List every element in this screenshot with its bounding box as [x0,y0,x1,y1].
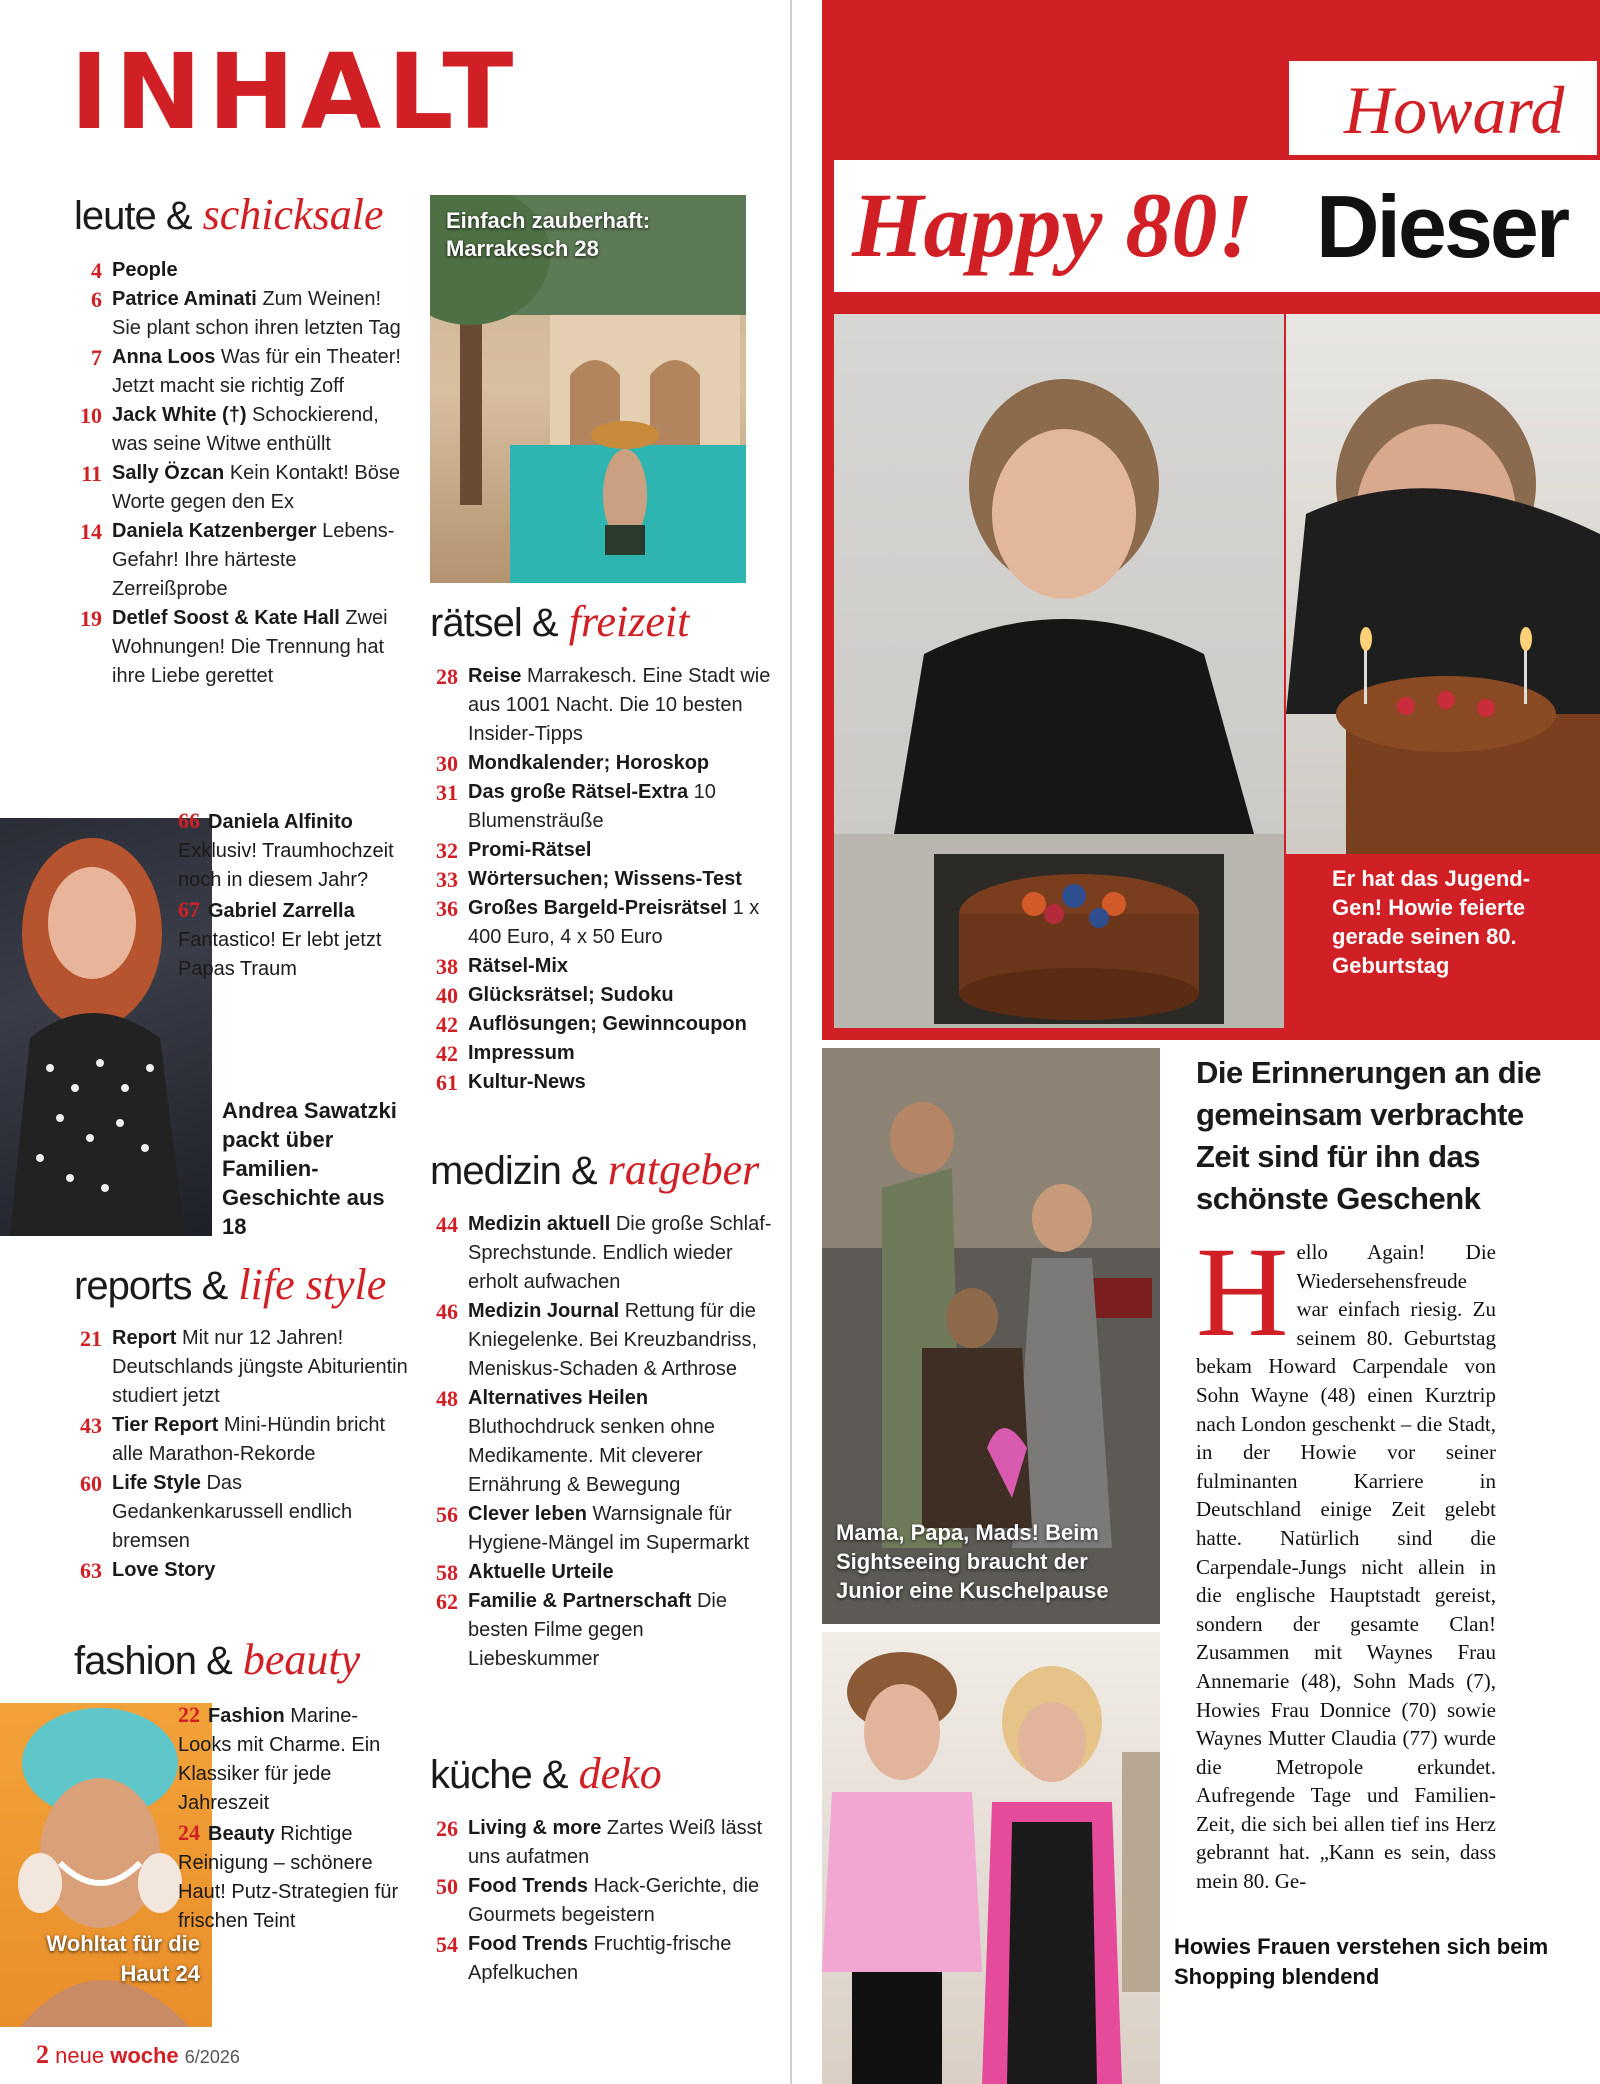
toc-page-number: 50 [436,1874,458,1899]
headline-box [834,160,1600,292]
toc-page-number: 30 [436,751,458,776]
toc-entry-description: Schockierend, was seine Witwe enthüllt [112,404,379,455]
toc-entry-description: 10 Blumensträuße [468,781,716,832]
toc-entry [70,459,410,517]
toc-entry-title: Report [112,1327,177,1349]
photo-howard-blowing-candles [1286,314,1600,854]
toc-page-number: 36 [436,896,458,921]
toc-entry-text [468,778,776,836]
toc-entry-description: Fantastico! Er lebt jetzt Papas Traum [178,929,382,980]
toc-entry [70,1324,410,1411]
magazine-name: neue [55,2043,105,2068]
toc-entry [426,1814,776,1872]
toc-entry-title: Auflösungen; Gewinncoupon [468,1013,747,1035]
toc-page-number: 42 [436,1041,458,1066]
toc-entry-title: Living & more [468,1817,602,1839]
section-heading-kueche [430,1749,662,1798]
toc-page-number: 42 [436,1012,458,1037]
toc-entry-text [468,662,776,749]
section-heading-part: rätsel & [430,601,558,645]
section-heading-accent: life style [238,1260,387,1309]
cake-caption: Er hat das Jugend-Gen! Howie feierte gerade seinen 80. Geburtstag [1332,866,1531,978]
toc-page-number: 4 [91,258,102,283]
toc-entry-text [112,459,410,517]
toc-entry [178,806,398,895]
toc-entry-title: Anna Loos [112,346,216,368]
toc-entry-title: Food Trends [468,1933,588,1955]
toc-entry-text [112,285,410,343]
toc-list-fashion [178,1700,408,1936]
toc-entry-title: Alternatives Heilen [468,1387,649,1409]
toc-entry-title: Familie & Partnerschaft [468,1590,692,1612]
toc-entry-title: Rätsel-Mix [468,955,569,977]
toc-page-number: 38 [436,954,458,979]
toc-page-number: 48 [436,1386,458,1411]
toc-entry-title: Medizin aktuell [468,1213,611,1235]
toc-entry [426,778,776,836]
toc-page-number: 14 [80,519,102,544]
section-heading-reports [74,1260,387,1309]
toc-entry-description: Kein Kontakt! Böse Worte gegen den Ex [112,462,400,513]
toc-entry-text [112,401,410,459]
section-heading-part: medizin & [430,1149,597,1193]
magazine-name-bold: woche [110,2043,179,2068]
toc-entry-title: Sally Özcan [112,462,225,484]
toc-entry-title: Beauty [208,1823,275,1845]
toc-entry-title: Impressum [468,1042,575,1064]
toc-entry-text [468,1500,776,1558]
toc-entry-description: Das Gedankenkarussell endlich bremsen [112,1472,353,1552]
toc-page-number: 21 [80,1326,102,1351]
toc-entry-text [112,256,410,285]
page-number: 2 [36,2040,49,2069]
toc-page-number: 22 [178,1702,200,1727]
toc-entry-title: Food Trends [468,1875,588,1897]
section-heading-fashion [74,1635,361,1684]
toc-entry [426,1210,776,1297]
toc-entry [426,1558,776,1587]
toc-entry-description: Mini-Hündin bricht alle Marathon-Rekorde [112,1414,386,1465]
toc-page-number: 62 [436,1589,458,1614]
toc-entry-text [468,1068,776,1097]
toc-page-number: 43 [80,1413,102,1438]
toc-entry [426,662,776,749]
toc-entry-text [112,1469,410,1556]
toc-entry-description: Bluthochdruck senken ohne Medikamente. Mit cleverer Ernährung & Bewegung [468,1416,715,1496]
toc-entry [178,895,398,984]
toc-entry-title: Promi-Rätsel [468,839,592,861]
toc-entry [70,604,410,691]
toc-entry-description: Zartes Weiß lässt uns aufatmen [468,1817,763,1868]
toc-list-leute [70,256,410,691]
toc-entry [426,952,776,981]
toc-list-reports [70,1324,410,1585]
toc-entry [70,285,410,343]
toc-entry-text [112,517,410,604]
toc-entry-description: Richtige Reinigung – schönere Haut! Putz-Strategien für frischen Teint [178,1823,399,1932]
toc-entry-text [112,1411,410,1469]
toc-entry [426,894,776,952]
section-heading-part: fashion & [74,1639,232,1683]
toc-entry-text [468,1587,776,1674]
toc-page-number: 58 [436,1560,458,1585]
toc-entry-title: Medizin Journal [468,1300,620,1322]
toc-entry-text [468,894,776,952]
section-heading-part: reports & [74,1264,228,1308]
article-body-text: ello Again! Die Wiedersehensfreude war einfach riesig. Zu seinem 80. Geburtstag bekam Howard Carpendale von Sohn Wayne (48) einen Kurztrip nach London geschenkt – die Stadt, in der Howie vor seiner fulminanten Karriere in Deutschland einige Zeit gelebt hatte. Natürlich sind die Carpendale-Jungs nicht allein in die englische Hauptstadt gereist, sondern der gesamte Clan! Zusammen mit Waynes Frau Annemarie (48), Sohn Mads (7), Howies Frau Donnice (70) sowie Waynes Mutter Claudia (77) wurde die Metropole erkundet. Aufregende Tage und Familien-Zeit, die sich bei allen tief ins Herz gebrannt hat. „Kann es sein, dass mein 80. Ge- [1196,1240,1496,1894]
toc-entry-title: Patrice Aminati [112,288,257,310]
toc-entry-title: Kultur-News [468,1071,586,1093]
toc-page-number: 32 [436,838,458,863]
toc-page-number: 19 [80,606,102,631]
toc-entry-title: Mondkalender; Horoskop [468,752,710,774]
toc-entry [426,1068,776,1097]
toc-entry-text [468,1384,776,1500]
toc-entry-description: Die besten Filme gegen Liebeskummer [468,1590,727,1670]
toc-entry-title: Wörtersuchen; Wissens-Test [468,868,742,890]
toc-entry [426,1384,776,1500]
toc-entry-title: Fashion [208,1705,285,1727]
section-heading-accent: schicksale [202,190,384,239]
beauty-caption: Wohltat für die Haut 24 [46,1931,200,1986]
headline-accent: Happy 80! [852,174,1254,276]
toc-entry [178,1818,408,1936]
section-heading-accent: beauty [242,1635,361,1684]
toc-entry [70,517,410,604]
toc-entry [70,1411,410,1469]
toc-page-number: 54 [436,1932,458,1957]
section-heading-medizin [430,1145,760,1194]
toc-page-number: 7 [91,345,102,370]
toc-entry [70,401,410,459]
toc-page-number: 63 [80,1558,102,1583]
page-title: INHALT [70,31,520,153]
toc-entry-description: 1 x 400 Euro, 4 x 50 Euro [468,897,760,948]
section-heading-part: küche & [430,1753,568,1797]
toc-list-leute-narrow [178,806,398,984]
shopping-caption: Howies Frauen verstehen sich beim Shopping blendend [1174,1934,1549,1989]
photo-shopping [822,1632,1160,2084]
toc-entry-title: Tier Report [112,1414,219,1436]
toc-entry-text [468,836,776,865]
toc-entry-text [112,343,410,401]
article-subhead: Die Erinnerungen an die gemeinsam verbrachte Zeit sind für ihn das schönste Geschenk [1196,1055,1542,1216]
toc-page-number: 24 [178,1820,200,1845]
toc-entry-title: Reise [468,665,522,687]
toc-page-number: 60 [80,1471,102,1496]
toc-page-number: 67 [178,897,200,922]
toc-page-number: 61 [436,1070,458,1095]
toc-entry-text [468,865,776,894]
toc-entry-text [468,1297,776,1384]
toc-entry [426,1297,776,1384]
toc-entry-title: Love Story [112,1559,216,1581]
toc-entry-description: Marine-Looks mit Charme. Ein Klassiker für jede Jahreszeit [178,1705,381,1814]
toc-entry-text [468,1558,776,1587]
toc-page-number: 56 [436,1502,458,1527]
toc-entry-title: Daniela Alfinito [208,811,353,833]
sawatzki-caption: Andrea Sawatzki packt über Familien-Geschichte aus 18 [222,1098,397,1239]
article-body [1196,1221,1496,1896]
toc-entry-text [468,1010,776,1039]
photo-london-street [822,1048,1160,1624]
page-gutter [790,0,792,2084]
toc-list-medizin [426,1210,776,1674]
section-heading-part: leute & [74,194,192,238]
section-heading-accent: deko [578,1749,662,1798]
toc-entry-title: Daniela Katzenberger [112,520,317,542]
toc-page-number: 28 [436,664,458,689]
toc-page-number: 11 [81,461,102,486]
toc-page-number: 33 [436,867,458,892]
candles-illustration [1286,314,1600,854]
toc-page-number: 31 [436,780,458,805]
toc-entry-description: Marrakesch. Eine Stadt wie aus 1001 Nacht. Die 10 besten Insider-Tipps [468,665,771,745]
toc-entry-description: Zum Weinen! Sie plant schon ihren letzten Tag [112,288,401,339]
section-heading-accent: freizeit [568,597,690,646]
toc-entry-title: Aktuelle Urteile [468,1561,614,1583]
page-footer [36,2040,240,2070]
toc-list-kueche [426,1814,776,1988]
toc-entry-text [468,1930,776,1988]
toc-entry-text [468,981,776,1010]
toc-entry [70,256,410,285]
toc-entry-description: Was für ein Theater! Jetzt macht sie richtig Zoff [112,346,401,397]
toc-entry-title: Das große Rätsel-Extra [468,781,689,803]
photo-howard-cake [834,314,1284,1028]
toc-entry-text [468,749,776,778]
toc-page-number: 26 [436,1816,458,1841]
toc-entry-text [468,952,776,981]
toc-page-number: 66 [178,808,200,833]
toc-entry [178,1700,408,1818]
toc-entry [70,1556,410,1585]
toc-page-number: 46 [436,1299,458,1324]
toc-entry-text [112,604,410,691]
toc-list-raetsel [426,662,776,1097]
toc-page-number: 40 [436,983,458,1008]
toc-entry [426,1872,776,1930]
toc-entry-title: Clever leben [468,1503,587,1525]
drop-cap: H [1196,1221,1289,1363]
street-caption: Mama, Papa, Mads! Beim Sightseeing braucht der Junior eine Kuschelpause [836,1520,1109,1603]
toc-entry [70,343,410,401]
toc-entry [426,836,776,865]
toc-entry-title: Life Style [112,1472,201,1494]
section-heading-accent: ratgeber [607,1145,760,1194]
toc-entry-title: Großes Bargeld-Preisrätsel [468,897,727,919]
section-heading-leute [74,190,384,239]
shopping-illustration [822,1632,1160,2084]
kicker-box [1286,58,1600,158]
toc-entry [426,1500,776,1558]
toc-entry [426,865,776,894]
toc-entry-description: Rettung für die Kniegelenke. Bei Kreuzbandriss, Meniskus-Schaden & Arthrose [468,1300,758,1380]
toc-entry [426,981,776,1010]
toc-entry [426,1587,776,1674]
headline-main: Dieser [1316,177,1568,276]
toc-entry [426,1930,776,1988]
toc-entry [426,1039,776,1068]
toc-page-number: 44 [436,1212,458,1237]
toc-page-number: 6 [91,287,102,312]
issue-number: 6/2026 [184,2047,240,2067]
toc-entry-title: Jack White (†) [112,404,247,426]
marrakesch-caption: Einfach zauberhaft: Marrakesch 28 [446,208,651,261]
toc-entry-title: People [112,259,178,281]
toc-entry-description: Exklusiv! Traumhochzeit noch in diesem Jahr? [178,840,394,891]
toc-entry [426,1010,776,1039]
toc-entry-text [468,1210,776,1297]
toc-entry-description: Lebens-Gefahr! Ihre härteste Zerreißprobe [112,520,395,600]
toc-entry-description: Zwei Wohnungen! Die Trennung hat ihre Liebe gerettet [112,607,388,687]
toc-entry-text [468,1872,776,1930]
toc-entry-description: Die große Schlaf-Sprechstunde. Endlich wieder erholt aufwachen [468,1213,772,1293]
toc-entry-title: Glücksrätsel; Sudoku [468,984,674,1006]
kicker-text: Howard [1344,72,1565,148]
toc-entry-text [468,1039,776,1068]
toc-entry-title: Detlef Soost & Kate Hall [112,607,340,629]
toc-entry-description: Hack-Gerichte, die Gourmets begeistern [468,1875,760,1926]
toc-entry-description: Fruchtig-frische Apfelkuchen [468,1933,732,1984]
cake-illustration [834,314,1284,1028]
toc-entry-description: Mit nur 12 Jahren! Deutschlands jüngste Abiturientin studiert jetzt [112,1327,408,1407]
photo-marrakesch [430,195,746,583]
toc-entry-text [468,1814,776,1872]
toc-entry [70,1469,410,1556]
toc-entry-text [112,1556,410,1585]
section-heading-raetsel [430,597,690,646]
toc-entry-title: Gabriel Zarrella [208,900,355,922]
toc-page-number: 10 [80,403,102,428]
toc-entry [426,749,776,778]
toc-entry-description: Warnsignale für Hygiene-Mängel im Supermarkt [468,1503,750,1554]
toc-entry-text [112,1324,410,1411]
